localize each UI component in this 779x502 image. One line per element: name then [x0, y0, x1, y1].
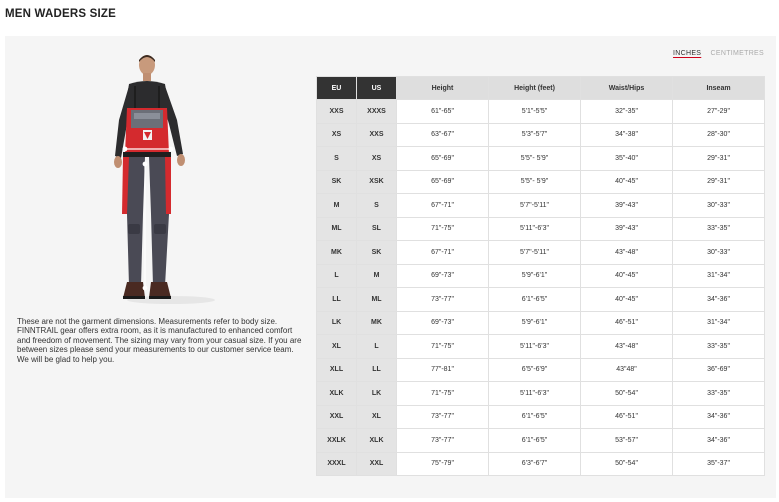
cell-eu: LK — [317, 311, 357, 335]
table-row — [317, 382, 765, 406]
cell-waist-hips: 40"-45" — [581, 170, 673, 194]
cell-eu: M — [317, 194, 357, 218]
cell-inseam: 34"-36" — [673, 405, 765, 429]
table-header-row — [317, 77, 765, 100]
cell-height: 73"-77" — [397, 405, 489, 429]
cell-height: 73"-77" — [397, 429, 489, 453]
cell-eu: XS — [317, 123, 357, 147]
cell-eu: XXLK — [317, 429, 357, 453]
cell-height: 75"-79" — [397, 452, 489, 476]
cell-us: S — [357, 194, 397, 218]
cell-height-feet: 5'1"-5'5" — [489, 100, 581, 124]
cell-waist-hips: 43"-48" — [581, 335, 673, 359]
cell-waist-hips: 46"-51" — [581, 405, 673, 429]
table-row — [317, 170, 765, 194]
cell-waist-hips: 32"-35" — [581, 100, 673, 124]
model-measurement-figure — [105, 54, 215, 304]
cell-us: MK — [357, 311, 397, 335]
size-chart-panel — [5, 36, 776, 498]
size-disclaimer-text: These are not the garment dimensions. Measurements refer to body size. FINNTRAIL gear offers extra room, as it is manufactured to enhanced comfort and freedom of movement. The sizing may vary from your casual size. If you are between sizes please send your measurements to our customer service team. We will be glad to help you. — [17, 317, 302, 364]
cell-eu: LL — [317, 288, 357, 312]
cell-waist-hips: 43"-48" — [581, 241, 673, 265]
cell-height-feet: 6'5"-6'9" — [489, 358, 581, 382]
cell-height-feet: 6'1"-6'5" — [489, 405, 581, 429]
cell-eu: XL — [317, 335, 357, 359]
cell-height: 65"-69" — [397, 170, 489, 194]
table-row — [317, 429, 765, 453]
page-title: MEN WADERS SIZE — [5, 8, 116, 20]
cell-us: LK — [357, 382, 397, 406]
cell-waist-hips: 39"-43" — [581, 194, 673, 218]
cell-inseam: 33"-35" — [673, 217, 765, 241]
table-row — [317, 264, 765, 288]
cell-inseam: 33"-35" — [673, 382, 765, 406]
unit-switcher — [666, 50, 764, 57]
cell-height-feet: 5'7"-5'11" — [489, 241, 581, 265]
cell-height-feet: 6'1"-6'5" — [489, 429, 581, 453]
table-row — [317, 123, 765, 147]
cell-us: XXS — [357, 123, 397, 147]
table-row — [317, 335, 765, 359]
cell-height-feet: 5'9"-6'1" — [489, 264, 581, 288]
cell-us: XS — [357, 147, 397, 171]
unit-inches-tab[interactable]: INCHES — [673, 50, 702, 57]
table-row — [317, 405, 765, 429]
cell-inseam: 30"-33" — [673, 241, 765, 265]
cell-us: LL — [357, 358, 397, 382]
cell-waist-hips: 40"-45" — [581, 264, 673, 288]
table-row — [317, 452, 765, 476]
cell-waist-hips: 53"-57" — [581, 429, 673, 453]
cell-waist-hips: 39"-43" — [581, 217, 673, 241]
col-header-eu: EU — [317, 77, 357, 100]
col-header-inseam: Inseam — [673, 77, 765, 100]
cell-height-feet: 5'9"-6'1" — [489, 311, 581, 335]
cell-eu: XLL — [317, 358, 357, 382]
cell-eu: SK — [317, 170, 357, 194]
table-row — [317, 147, 765, 171]
size-table — [316, 76, 765, 476]
cell-height-feet: 5'5"- 5'9" — [489, 147, 581, 171]
cell-inseam: 31"-34" — [673, 311, 765, 335]
cell-inseam: 35"-37" — [673, 452, 765, 476]
table-row — [317, 100, 765, 124]
cell-height: 77"-81" — [397, 358, 489, 382]
cell-waist-hips: 43"48" — [581, 358, 673, 382]
cell-eu: XLK — [317, 382, 357, 406]
cell-inseam: 36"-69" — [673, 358, 765, 382]
cell-inseam: 34"-36" — [673, 288, 765, 312]
cell-us: XLK — [357, 429, 397, 453]
cell-us: ML — [357, 288, 397, 312]
cell-height-feet: 5'5"- 5'9" — [489, 170, 581, 194]
cell-height: 71"-75" — [397, 335, 489, 359]
cell-eu: L — [317, 264, 357, 288]
cell-height: 63"-67" — [397, 123, 489, 147]
cell-height: 67"-71" — [397, 194, 489, 218]
cell-height: 67"-71" — [397, 241, 489, 265]
cell-height: 65"-69" — [397, 147, 489, 171]
cell-waist-hips: 40"-45" — [581, 288, 673, 312]
cell-inseam: 29"-31" — [673, 147, 765, 171]
table-row — [317, 194, 765, 218]
cell-height-feet: 5'11"-6'3" — [489, 335, 581, 359]
cell-eu: MK — [317, 241, 357, 265]
cell-us: SK — [357, 241, 397, 265]
cell-height-feet: 5'7"-5'11" — [489, 194, 581, 218]
table-row — [317, 241, 765, 265]
cell-waist-hips: 34"-38" — [581, 123, 673, 147]
cell-height: 61"-65" — [397, 100, 489, 124]
cell-height: 69"-73" — [397, 311, 489, 335]
cell-eu: S — [317, 147, 357, 171]
cell-height: 73"-77" — [397, 288, 489, 312]
cell-inseam: 31"-34" — [673, 264, 765, 288]
cell-waist-hips: 50"-54" — [581, 382, 673, 406]
cell-waist-hips: 50"-54" — [581, 452, 673, 476]
cell-us: XXL — [357, 452, 397, 476]
cell-us: XL — [357, 405, 397, 429]
cell-height-feet: 5'3"-5'7" — [489, 123, 581, 147]
cell-eu: ML — [317, 217, 357, 241]
unit-centimetres-tab[interactable]: CENTIMETRES — [710, 50, 764, 57]
cell-us: XXXS — [357, 100, 397, 124]
cell-height-feet: 6'1"-6'5" — [489, 288, 581, 312]
col-header-us: US — [357, 77, 397, 100]
cell-inseam: 27"-29" — [673, 100, 765, 124]
cell-eu: XXL — [317, 405, 357, 429]
cell-height-feet: 5'11"-6'3" — [489, 217, 581, 241]
cell-height: 71"-75" — [397, 382, 489, 406]
col-header-height: Height — [397, 77, 489, 100]
cell-us: SL — [357, 217, 397, 241]
cell-us: XSK — [357, 170, 397, 194]
col-header-height-feet: Height (feet) — [489, 77, 581, 100]
table-row — [317, 288, 765, 312]
cell-eu: XXXL — [317, 452, 357, 476]
cell-height-feet: 6'3"-6'7" — [489, 452, 581, 476]
cell-height: 69"-73" — [397, 264, 489, 288]
cell-height-feet: 5'11"-6'3" — [489, 382, 581, 406]
cell-inseam: 34"-36" — [673, 429, 765, 453]
cell-inseam: 29"-31" — [673, 170, 765, 194]
cell-inseam: 28"-30" — [673, 123, 765, 147]
cell-inseam: 30"-33" — [673, 194, 765, 218]
cell-eu: XXS — [317, 100, 357, 124]
cell-waist-hips: 46"-51" — [581, 311, 673, 335]
cell-height: 71"-75" — [397, 217, 489, 241]
table-row — [317, 217, 765, 241]
cell-us: L — [357, 335, 397, 359]
table-row — [317, 311, 765, 335]
cell-inseam: 33"-35" — [673, 335, 765, 359]
cell-waist-hips: 35"-40" — [581, 147, 673, 171]
table-row — [317, 358, 765, 382]
cell-us: M — [357, 264, 397, 288]
col-header-waist-hips: Waist/Hips — [581, 77, 673, 100]
